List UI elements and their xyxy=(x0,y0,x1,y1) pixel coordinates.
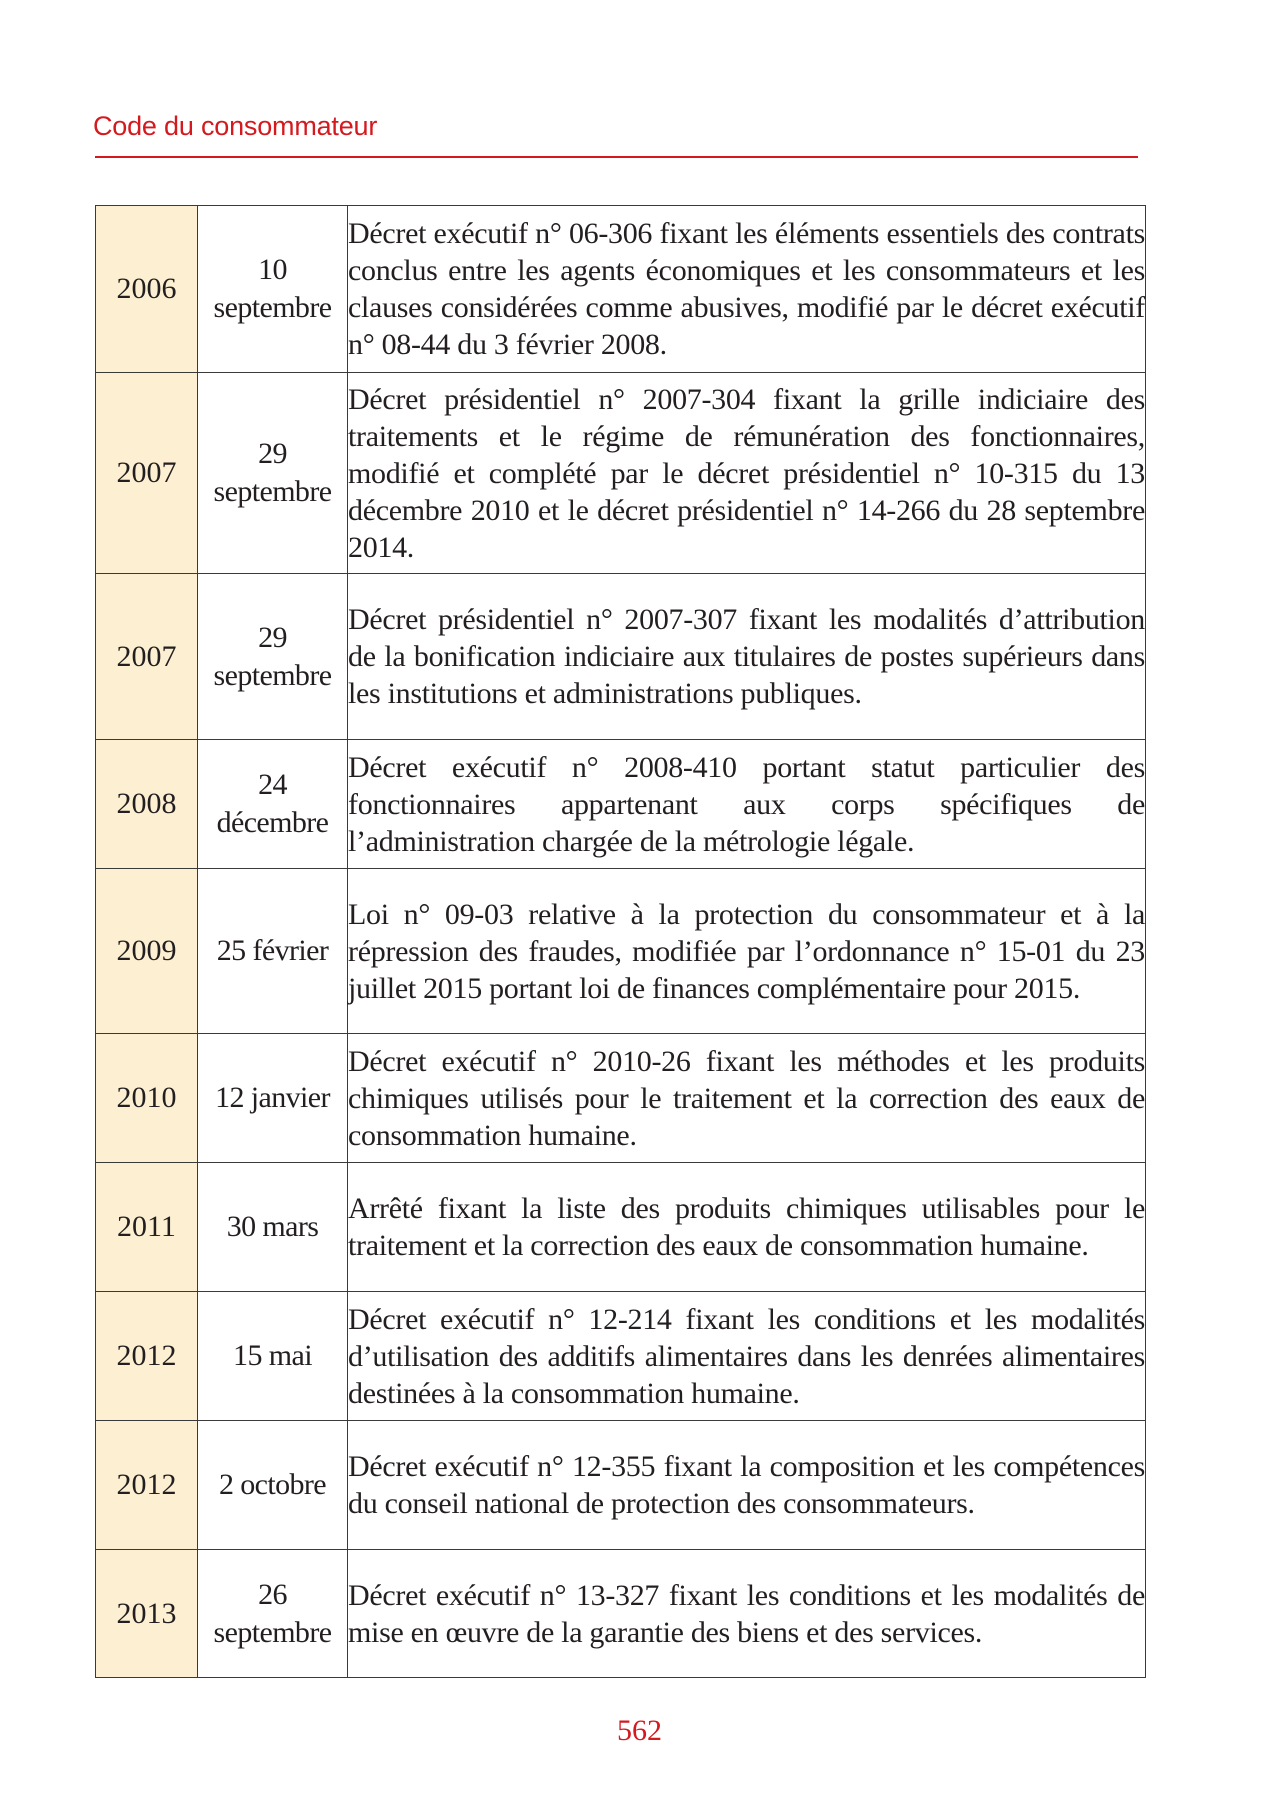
date-day: 30 mars xyxy=(226,1210,319,1243)
description-cell: Décret exécutif n° 12-214 fixant les conditions et les modalités d’utilisation des additifs alimentaires dans les denrées alimentaires destinées à la consommation humaine. xyxy=(348,1292,1146,1421)
legislation-table xyxy=(95,205,1146,1678)
date-cell xyxy=(198,206,348,373)
description-cell: Loi n° 09-03 relative à la protection du consommateur et à la répression des fraudes, modifiée par l’ordonnance n° 15-01 du 23 juillet 2015 portant loi de finances complémentaire pour 2015. xyxy=(348,869,1146,1034)
year-cell: 2010 xyxy=(96,1034,198,1163)
date-day: 29 xyxy=(258,437,287,470)
table-row xyxy=(96,1034,1146,1163)
description-cell: Décret présidentiel n° 2007-304 fixant la grille indiciaire des traitements et le régime de rémunération des fonctionnaires, modifié et complété par le décret présidentiel n° 10-315 du 13 décembre 2010 et le décret présidentiel n° 14-266 du 28 septembre 2014. xyxy=(348,373,1146,574)
date-cell xyxy=(198,1034,348,1163)
date-cell xyxy=(198,1550,348,1678)
date-day: 10 xyxy=(258,253,287,286)
date-month: septembre xyxy=(213,475,332,508)
date-cell xyxy=(198,1163,348,1292)
table-row xyxy=(96,1550,1146,1678)
description-cell: Décret exécutif n° 12-355 fixant la composition et les compétences du conseil national de protection des consommateurs. xyxy=(348,1421,1146,1550)
table-row xyxy=(96,206,1146,373)
table-row xyxy=(96,1421,1146,1550)
date-day: 24 xyxy=(258,768,287,801)
date-cell xyxy=(198,869,348,1034)
date-day: 2 octobre xyxy=(218,1468,327,1501)
table-row xyxy=(96,373,1146,574)
date-cell xyxy=(198,1421,348,1550)
page-number: 562 xyxy=(617,1714,662,1747)
table-row xyxy=(96,1163,1146,1292)
description-cell: Arrêté fixant la liste des produits chimiques utilisables pour le traitement et la correction des eaux de consommation humaine. xyxy=(348,1163,1146,1292)
year-cell: 2011 xyxy=(96,1163,198,1292)
table-row xyxy=(96,1292,1146,1421)
running-title: Code du consommateur xyxy=(93,111,378,141)
date-month: septembre xyxy=(213,291,332,324)
table-row xyxy=(96,740,1146,869)
date-day: 15 mai xyxy=(233,1339,312,1372)
date-day: 25 février xyxy=(216,934,329,967)
year-cell: 2012 xyxy=(96,1421,198,1550)
date-day: 26 xyxy=(258,1577,287,1611)
header-divider xyxy=(95,156,1138,158)
year-cell: 2013 xyxy=(96,1550,198,1678)
date-cell xyxy=(198,574,348,740)
description-cell: Décret exécutif n° 2008-410 portant statut particulier des fonctionnaires appartenant aux corps spécifiques de l’administration chargée de la métrologie légale. xyxy=(348,740,1146,869)
date-day: 29 xyxy=(258,620,287,654)
year-cell: 2012 xyxy=(96,1292,198,1421)
date-cell xyxy=(198,373,348,574)
table-row xyxy=(96,869,1146,1034)
year-cell: 2008 xyxy=(96,740,198,869)
year-cell: 2009 xyxy=(96,869,198,1034)
description-cell: Décret exécutif n° 13-327 fixant les conditions et les modalités de mise en œuvre de la garantie des biens et des services. xyxy=(348,1550,1146,1678)
date-day: 12 janvier xyxy=(215,1081,330,1114)
date-month: septembre xyxy=(213,658,332,692)
year-cell: 2007 xyxy=(96,574,198,740)
description-cell: Décret exécutif n° 06-306 fixant les éléments essentiels des contrats conclus entre les agents économiques et les consommateurs et les clauses considérées comme abusives, modifié par le décret exécutif n° 08-44 du 3 février 2008. xyxy=(348,206,1146,373)
date-month: décembre xyxy=(216,806,329,839)
year-cell: 2007 xyxy=(96,373,198,574)
description-cell: Décret exécutif n° 2010-26 fixant les méthodes et les produits chimiques utilisés pour le traitement et la correction des eaux de consommation humaine. xyxy=(348,1034,1146,1163)
description-cell: Décret présidentiel n° 2007-307 fixant les modalités d’attribution de la bonification indiciaire aux titulaires de postes supérieurs dans les institutions et administrations publiques. xyxy=(348,574,1146,740)
year-cell: 2006 xyxy=(96,206,198,373)
date-cell xyxy=(198,1292,348,1421)
date-month: septembre xyxy=(213,1615,332,1649)
table-row xyxy=(96,574,1146,740)
date-cell xyxy=(198,740,348,869)
